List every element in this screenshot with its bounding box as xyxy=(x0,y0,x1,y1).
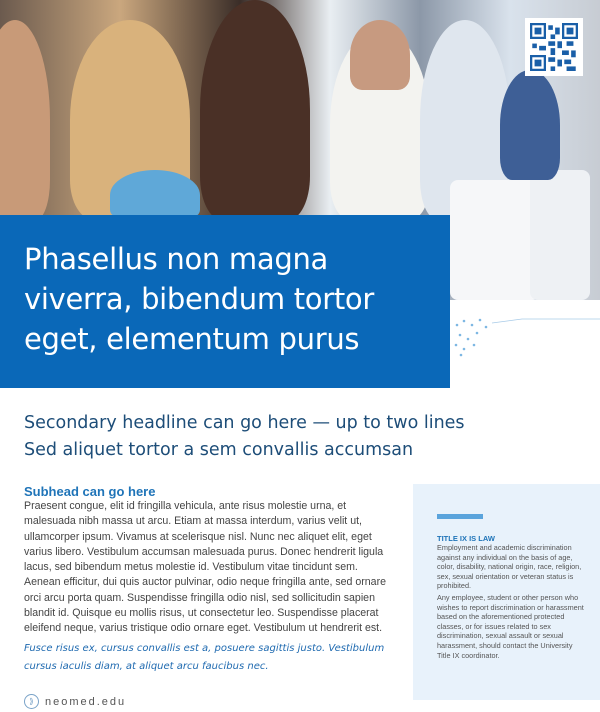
panel-paragraph: Any employee, student or other person who wishes to report discrimination or harassment based on the aforementioned protected classes, or for issues related to sex discrimination, sexual assault or sexual harassment, should contact the University Title IX coordinator. xyxy=(437,593,584,660)
secondary-headline-line: Secondary headline can go here — up to two lines xyxy=(24,413,465,433)
hero-headline-line: viverra, bibendum tortor xyxy=(24,282,374,316)
panel-paragraph: Employment and academic discrimination against any individual on the basis of age, color, disability, national origin, race, religion, sex, sexual orientation or veteran status is prohibited. xyxy=(437,543,582,591)
footer-url[interactable]: neomed.edu xyxy=(45,695,127,708)
footer xyxy=(24,694,126,709)
subhead: Subhead can go here xyxy=(24,484,156,499)
hero-headline-line: Phasellus non magna xyxy=(24,242,329,276)
hero-headline-line: eget, elementum purus xyxy=(24,322,360,356)
secondary-headline-line: Sed aliquet tortor a sem convallis accumsan xyxy=(24,440,414,460)
secondary-headline xyxy=(24,410,465,464)
qr-code-icon xyxy=(530,23,578,71)
accent-bar xyxy=(437,514,483,519)
pull-quote: Fusce risus ex, cursus convallis est a, posuere sagittis justo. Vestibulum cursus iaculis diam, at aliquet arcu faucibus nec. xyxy=(24,643,385,672)
panel-title: TITLE IX IS LAW xyxy=(437,534,495,543)
title-ix-panel xyxy=(413,484,600,700)
hero-headline-box xyxy=(0,215,450,388)
body-text: Praesent congue, elit id fringilla vehicula, ante risus molestie urna, et malesuada nibh massa ut arcu. Etiam at massa interdum, varius velit ut, ullamcorper ipsum. Vivamus at scelerisque nisl. Nunc nec aliquet elit, eget varius libero. Vestibulum accumsan malesuada purus. Donec hendrerit ligula lacus, sed bibendum metus molestie id. Vestibulum vitae tincidunt sem. Aenean efficitur, dui quis auctor pulvinar, odio neque fringilla ante, sed ornare orci arcu porta quam. Suspendisse fringilla odio nisl, sed sollicitudin sapien blandit id. Quisque eu mollis risus, ut consectetur leo. Suspendisse placerat eleifend neque, varius tristique odio ornare eget. Vestibulum ut hendrerit est. xyxy=(24,500,386,635)
neomed-logo-icon: ⟫ xyxy=(24,694,39,709)
decorative-dots xyxy=(452,315,600,360)
qr-code[interactable] xyxy=(525,18,583,76)
